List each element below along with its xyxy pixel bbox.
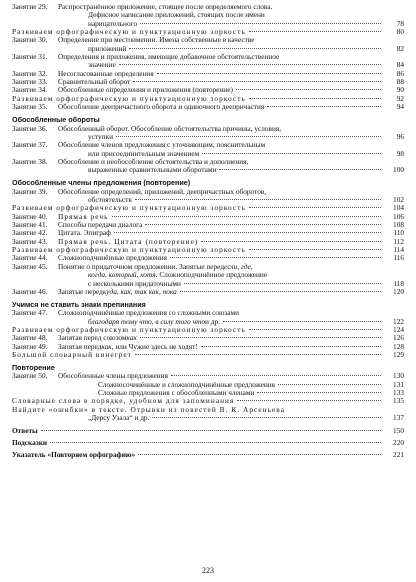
entry-text: как xyxy=(101,341,112,351)
entry-text: Несогласованные определения xyxy=(58,68,154,78)
toc-entry xyxy=(12,103,404,111)
entry-text: приложений xyxy=(88,43,127,53)
dot-leader xyxy=(138,454,381,455)
entry-text: когда, который, хотя xyxy=(88,270,156,280)
entry-text: Запятая перед союзом xyxy=(58,333,127,343)
lesson-label: Занятие 37. xyxy=(12,140,48,150)
dot-leader xyxy=(249,207,381,208)
dot-leader xyxy=(50,442,381,443)
dot-leader xyxy=(257,392,381,393)
lesson-label: Занятие 40. xyxy=(12,211,48,221)
page-ref: 116 xyxy=(393,253,404,263)
page-ref: 135 xyxy=(393,396,404,406)
lesson-label: Занятие 29. xyxy=(12,2,48,11)
entry-text: куда, как, так как, пока xyxy=(102,286,177,296)
entry-text: Указатель «Повторяем орфографию» xyxy=(12,450,136,460)
lesson-label: Занятие 45. xyxy=(12,261,48,271)
dot-leader xyxy=(249,249,381,250)
lesson-label: Занятие 32. xyxy=(12,68,48,78)
dot-leader xyxy=(112,216,381,217)
dot-leader xyxy=(133,81,381,82)
entry-text: Распространённое приложение, стоящее после определяемого слова. xyxy=(58,2,273,11)
page-ref: 104 xyxy=(393,203,404,213)
page-ref: 114 xyxy=(393,245,404,255)
lesson-label: Занятие 44. xyxy=(12,253,48,263)
entry-text: значение xyxy=(88,60,116,70)
toc-entry xyxy=(12,11,404,19)
entry-text: уступки xyxy=(88,131,113,141)
page-ref: 120 xyxy=(393,286,404,296)
page-ref: 124 xyxy=(393,324,404,334)
entry-text: Сложные предложения с обособленными членами xyxy=(98,388,255,398)
entry-text: Словарные слова в порядке, удобном для запоминания xyxy=(12,396,235,406)
page-ref: 137 xyxy=(393,413,404,423)
entry-text: . Сложноподчинённое предложение xyxy=(155,270,268,280)
page-ref: 86 xyxy=(396,68,404,78)
entry-text: Понятие о придаточном предложении. Запятые перед xyxy=(58,261,225,271)
page-ref: 80 xyxy=(396,27,404,37)
dot-leader xyxy=(223,321,381,322)
entry-text: Подсказки xyxy=(12,437,48,447)
dot-leader xyxy=(201,241,381,242)
dot-leader xyxy=(171,375,381,376)
entry-text: , или Чужие здесь не ходят! xyxy=(111,341,198,351)
entry-text: или присоединительным значением xyxy=(88,148,200,158)
page-number: 223 xyxy=(202,566,214,575)
dot-leader xyxy=(129,48,381,49)
lesson-label: Занятие 33. xyxy=(12,77,48,87)
lesson-label: Занятие 50. xyxy=(12,371,48,381)
dot-leader xyxy=(249,329,381,330)
lesson-label: Занятие 49. xyxy=(12,341,48,351)
page-ref: 220 xyxy=(393,437,404,447)
entry-text: Прямая речь. Цитата (повторение) xyxy=(58,236,199,246)
page-ref: 129 xyxy=(393,350,404,359)
toc-entry xyxy=(12,36,404,44)
entry-text: Обособление деепричастного оборота и одиночного деепричастия xyxy=(58,102,265,112)
page-ref: 122 xyxy=(393,316,404,326)
entry-text: Определение при местоимении. Имена собственные в качестве xyxy=(58,35,255,45)
entry-text: и др. xyxy=(205,316,220,326)
entry-text: Прямая речь xyxy=(58,211,109,221)
page-ref: 96 xyxy=(396,131,404,141)
toc-entry xyxy=(12,166,404,174)
toc-entry xyxy=(12,427,404,435)
section-heading: Обособленные обороты xyxy=(12,114,100,124)
page-ref: 126 xyxy=(393,333,404,343)
dot-leader xyxy=(140,23,381,24)
page-ref: 100 xyxy=(393,165,404,175)
entry-text: Ответы xyxy=(12,425,38,435)
lesson-label: Занятие 31. xyxy=(12,52,48,62)
page-ref: 106 xyxy=(393,211,404,221)
dot-leader xyxy=(237,400,381,401)
dot-leader xyxy=(135,199,381,200)
toc-entry xyxy=(12,351,404,359)
entry-text: Найдите «ошибки» в тексте. Отрывки из повестей В. К. Арсеньева xyxy=(12,404,285,414)
entry-text: благодаря тому что, в силу того что xyxy=(88,316,205,326)
toc-entry xyxy=(12,439,404,447)
entry-text: Сложноподчинённые предложения со сложными союзами xyxy=(58,308,240,318)
page-ref: 128 xyxy=(393,341,404,351)
lesson-label: Занятие 47. xyxy=(12,308,48,318)
page-ref: 92 xyxy=(396,93,404,103)
entry-text: „Дерсу Узала“ и др. xyxy=(88,413,150,423)
entry-text: Сравнительный оборот xyxy=(58,77,131,87)
entry-text: Дефисное написание приложений, стоящих после имени xyxy=(88,10,265,20)
entry-text: Обособление и необособление обстоятельства и дополнения, xyxy=(58,156,249,166)
toc-entry xyxy=(12,414,404,422)
page-ref: 118 xyxy=(393,278,404,288)
toc-entry xyxy=(12,188,404,196)
toc-entry xyxy=(12,288,404,296)
section-heading: Обособленные члены предложения (повторение) xyxy=(12,178,191,188)
entry-text: Развиваем орфографическую и пунктуационную зоркость xyxy=(12,203,246,213)
entry-text: с несколькими придаточными xyxy=(88,278,181,288)
toc-entry xyxy=(12,406,404,414)
entry-text: Определения и приложения, имеющие добавочное обстоятельственное xyxy=(58,52,280,62)
toc-entry xyxy=(12,141,404,149)
dot-leader xyxy=(145,224,381,225)
dot-leader xyxy=(249,98,381,99)
entry-text: Большой словарный винегрет xyxy=(12,350,132,359)
toc-entry xyxy=(12,451,404,459)
entry-text: Обособление членов предложения с уточняющим, пояснительным xyxy=(58,140,266,150)
page-ref: 150 xyxy=(393,425,404,435)
entry-text: Обособление определений, приложений, деепричастных оборотов, xyxy=(58,186,267,196)
toc-entry xyxy=(12,125,404,133)
entry-text: Развиваем орфографическую и пунктуационную зоркость xyxy=(12,27,246,37)
lesson-label: Занятие 39. xyxy=(12,186,48,196)
entry-text: Развиваем орфографическую и пунктуационную зоркость xyxy=(12,93,246,103)
page-ref: 78 xyxy=(396,18,404,28)
entry-text: как xyxy=(126,333,137,343)
dot-leader xyxy=(219,169,381,170)
dot-leader xyxy=(152,417,381,418)
page-ref: 98 xyxy=(396,148,404,158)
dot-leader xyxy=(267,106,381,107)
entry-text: Сложноподчинённые предложения xyxy=(58,253,167,263)
lesson-label: Занятие 42. xyxy=(12,228,48,238)
entry-text: Обособленные члены предложения xyxy=(58,371,168,381)
page-ref: 102 xyxy=(393,195,404,205)
dot-leader xyxy=(135,354,381,355)
lesson-label: Занятие 34. xyxy=(12,85,48,95)
entry-text: выраженные сравнительными оборотами xyxy=(88,165,217,175)
entry-text: Развиваем орфографическую и пунктуационную зоркость xyxy=(12,245,246,255)
dot-leader xyxy=(249,31,381,32)
lesson-label: Занятие 36. xyxy=(12,123,48,133)
dot-leader xyxy=(180,291,381,292)
entry-text: Обособленные определения и приложения (повторение) xyxy=(58,85,233,95)
dot-leader xyxy=(114,232,381,233)
entry-text: обстоятельств xyxy=(88,195,132,205)
lesson-label: Занятие 35. xyxy=(12,102,48,112)
dot-leader xyxy=(116,136,381,137)
lesson-label: Занятие 38. xyxy=(12,156,48,166)
entry-text: Цитата. Эпиграф xyxy=(58,228,111,238)
lesson-label: Занятие 30. xyxy=(12,35,48,45)
dot-leader xyxy=(157,73,381,74)
entry-text: Сложносочинённые и сложноподчинённые предложения xyxy=(98,379,276,389)
page-ref: 94 xyxy=(396,102,404,112)
dot-leader xyxy=(170,257,381,258)
toc-entry xyxy=(12,271,404,279)
page-ref: 110 xyxy=(393,228,404,238)
lesson-label: Занятие 48. xyxy=(12,333,48,343)
table-of-contents xyxy=(12,3,404,460)
page-ref: 133 xyxy=(393,388,404,398)
page-ref: 84 xyxy=(396,60,404,70)
page-ref: 131 xyxy=(393,379,404,389)
lesson-label: Занятие 46. xyxy=(12,286,48,296)
section-heading: Повторение xyxy=(12,362,55,372)
page-ref: 90 xyxy=(396,85,404,95)
entry-text: Развиваем орфографическую и пунктуационную зоркость xyxy=(12,324,246,334)
entry-text: Запятые перед xyxy=(58,286,103,296)
page-ref: 82 xyxy=(396,43,404,53)
page-ref: 130 xyxy=(393,371,404,381)
dot-leader xyxy=(201,346,381,347)
dot-leader xyxy=(119,64,381,65)
entry-text: Запятая перед xyxy=(58,341,102,351)
entry-text: нарицательного xyxy=(88,18,138,28)
toc-entry xyxy=(12,53,404,61)
page-ref: 108 xyxy=(393,220,404,230)
dot-leader xyxy=(278,384,381,385)
section-heading: Учимся не ставить знаки препинания xyxy=(12,299,146,309)
dot-leader xyxy=(202,153,381,154)
dot-leader xyxy=(140,337,381,338)
lesson-label: Занятие 41. xyxy=(12,220,48,230)
page-ref: 221 xyxy=(393,450,404,460)
dot-leader xyxy=(41,430,381,431)
entry-text: Обособленный оборот. Обособление обстоятельства причины, условия, xyxy=(58,123,282,133)
entry-text: Способы передачи диалога xyxy=(58,220,143,230)
page-ref: 88 xyxy=(396,77,404,87)
dot-leader xyxy=(184,283,381,284)
entry-text: если, где, xyxy=(224,261,253,271)
lesson-label: Занятие 43. xyxy=(12,236,48,246)
page-ref: 112 xyxy=(393,236,404,246)
dot-leader xyxy=(236,89,381,90)
